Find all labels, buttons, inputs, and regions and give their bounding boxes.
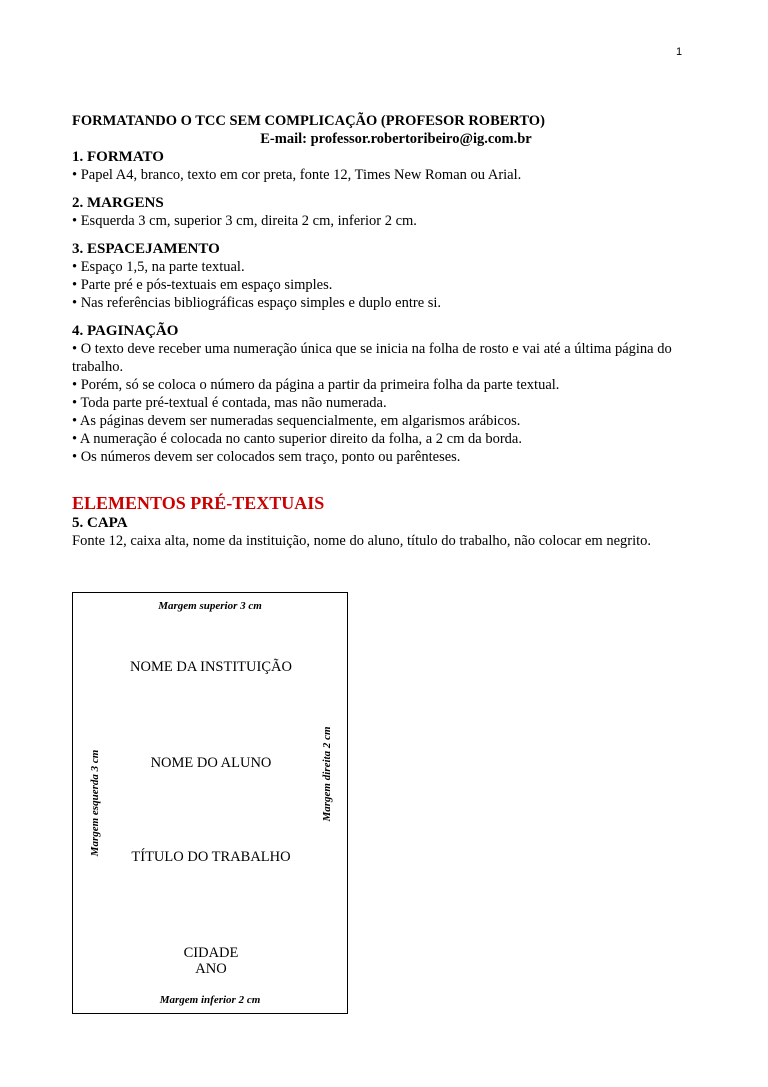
margin-bottom-label: Margem inferior 2 cm bbox=[159, 994, 261, 1006]
cover-student: NOME DO ALUNO bbox=[150, 755, 272, 771]
list-item: • Papel A4, branco, texto em cor preta, fonte 12, Times New Roman ou Arial. bbox=[72, 167, 522, 183]
capa-heading: 5. CAPA bbox=[72, 515, 128, 531]
list-item: • Espaço 1,5, na parte textual. bbox=[72, 259, 245, 275]
cover-city-year bbox=[73, 945, 349, 977]
list-item: • Nas referências bibliográficas espaço simples e duplo entre si. bbox=[72, 295, 442, 311]
list-item: • A numeração é colocada no canto superior direito da folha, a 2 cm da borda. bbox=[72, 431, 522, 447]
section-espacejamento bbox=[72, 240, 700, 312]
section-heading: 4. PAGINAÇÃO bbox=[72, 323, 179, 339]
section-formato bbox=[72, 148, 700, 184]
list-item: • Parte pré e pós-textuais em espaço simples. bbox=[72, 277, 333, 293]
cover-diagram bbox=[72, 592, 348, 1014]
list-item: • As páginas devem ser numeradas sequencialmente, em algarismos arábicos. bbox=[72, 413, 521, 429]
cover-work-title: TÍTULO DO TRABALHO bbox=[131, 849, 291, 865]
margin-top-label: Margem superior 3 cm bbox=[158, 600, 262, 612]
page-number: 1 bbox=[676, 46, 683, 58]
pre-textual-heading: ELEMENTOS PRÉ-TEXTUAIS bbox=[72, 493, 325, 513]
section-heading: 3. ESPACEJAMENTO bbox=[72, 241, 220, 257]
section-margens bbox=[72, 194, 700, 230]
margin-left-label: Margem esquerda 3 cm bbox=[89, 749, 101, 857]
cover-city: CIDADE bbox=[183, 945, 239, 961]
list-item: • O texto deve receber uma numeração única que se inicia na folha de rosto e vai até a última página do trabalho. bbox=[72, 341, 672, 375]
section-paginacao bbox=[72, 322, 700, 466]
document-title: FORMATANDO O TCC SEM COMPLICAÇÃO (PROFESOR ROBERTO) bbox=[72, 113, 545, 129]
capa-text: Fonte 12, caixa alta, nome da instituição, nome do aluno, título do trabalho, não colocar em negrito. bbox=[72, 533, 652, 549]
list-item: • Porém, só se coloca o número da página a partir da primeira folha da parte textual. bbox=[72, 377, 560, 393]
section-heading: 1. FORMATO bbox=[72, 149, 164, 165]
cover-year: ANO bbox=[195, 961, 227, 977]
author-email: E-mail: professor.robertoribeiro@ig.com.br bbox=[260, 131, 532, 147]
cover-institution: NOME DA INSTITUIÇÃO bbox=[130, 659, 292, 675]
list-item: • Os números devem ser colocados sem traço, ponto ou parênteses. bbox=[72, 449, 461, 465]
list-item: • Toda parte pré-textual é contada, mas não numerada. bbox=[72, 395, 387, 411]
document-body bbox=[72, 112, 700, 550]
margin-right-label: Margem direita 2 cm bbox=[321, 726, 333, 822]
section-heading: 2. MARGENS bbox=[72, 195, 164, 211]
list-item: • Esquerda 3 cm, superior 3 cm, direita 2 cm, inferior 2 cm. bbox=[72, 213, 417, 229]
